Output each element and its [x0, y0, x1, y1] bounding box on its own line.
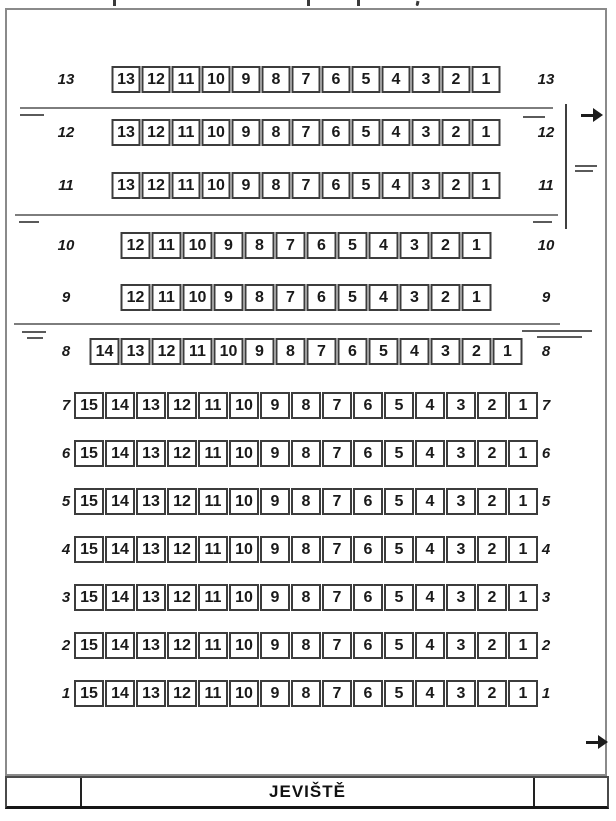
- seat[interactable]: 14: [105, 536, 135, 563]
- seat[interactable]: 2: [477, 536, 507, 563]
- seat[interactable]: 5: [338, 284, 368, 311]
- row-label-left: 3: [61, 589, 71, 606]
- steps-mark: [575, 165, 597, 167]
- steps-mark: [522, 330, 592, 332]
- seat[interactable]: 4: [369, 284, 399, 311]
- seat[interactable]: 1: [462, 232, 492, 259]
- seat[interactable]: 1: [508, 488, 538, 515]
- seat[interactable]: 15: [74, 584, 104, 611]
- seat[interactable]: 11: [172, 66, 201, 93]
- seat[interactable]: 9: [260, 440, 290, 467]
- arrow-head: [598, 735, 608, 749]
- seat[interactable]: 6: [353, 536, 383, 563]
- seat[interactable]: 2: [442, 119, 471, 146]
- seat[interactable]: 11: [198, 440, 228, 467]
- seat[interactable]: 2: [431, 284, 461, 311]
- seat[interactable]: 3: [446, 440, 476, 467]
- seat[interactable]: 5: [384, 392, 414, 419]
- seat[interactable]: 3: [431, 338, 461, 365]
- seat[interactable]: 9: [214, 232, 244, 259]
- seat[interactable]: 3: [446, 680, 476, 707]
- cropped-text-fragment: [357, 0, 360, 6]
- steps-mark: [537, 336, 582, 338]
- stage-left-cell: [7, 778, 82, 806]
- seat[interactable]: 10: [229, 536, 259, 563]
- seat[interactable]: 8: [291, 680, 321, 707]
- row-label-right: 9: [541, 289, 551, 306]
- seat[interactable]: 9: [260, 392, 290, 419]
- seat[interactable]: 9: [260, 632, 290, 659]
- row-label-left: 1: [61, 685, 71, 702]
- seat[interactable]: 1: [472, 66, 501, 93]
- seat[interactable]: 5: [384, 680, 414, 707]
- seat[interactable]: 12: [167, 632, 197, 659]
- entrance-arrow-icon: [585, 735, 608, 749]
- seat[interactable]: 10: [202, 66, 231, 93]
- seat-row: [5, 66, 607, 93]
- seat[interactable]: 13: [136, 536, 166, 563]
- seat[interactable]: 1: [508, 440, 538, 467]
- seat[interactable]: 5: [384, 488, 414, 515]
- seat[interactable]: 8: [291, 632, 321, 659]
- row-label-right: 3: [541, 589, 551, 606]
- seat[interactable]: 10: [202, 172, 231, 199]
- stage-right-cell: [533, 778, 607, 806]
- seat[interactable]: 1: [472, 172, 501, 199]
- row-label-right: 12: [537, 124, 555, 141]
- seat[interactable]: 6: [307, 232, 337, 259]
- seat[interactable]: 1: [508, 392, 538, 419]
- seat[interactable]: 3: [446, 584, 476, 611]
- seat[interactable]: 7: [322, 584, 352, 611]
- seat[interactable]: 11: [198, 680, 228, 707]
- seat-row: [5, 536, 607, 563]
- row-label-right: 8: [541, 343, 551, 360]
- steps-mark: [523, 116, 545, 118]
- seat[interactable]: 8: [276, 338, 306, 365]
- seat[interactable]: 15: [74, 632, 104, 659]
- seat[interactable]: 2: [477, 392, 507, 419]
- seat[interactable]: 9: [214, 284, 244, 311]
- seat[interactable]: 7: [322, 680, 352, 707]
- seat[interactable]: 1: [472, 119, 501, 146]
- seat[interactable]: 8: [245, 284, 275, 311]
- seat[interactable]: 13: [136, 392, 166, 419]
- seat[interactable]: 4: [415, 632, 445, 659]
- seat-group: [74, 536, 538, 563]
- seat-group: [121, 232, 492, 259]
- seat[interactable]: 8: [291, 488, 321, 515]
- seat[interactable]: 2: [477, 680, 507, 707]
- seat[interactable]: 7: [322, 632, 352, 659]
- seat-row: [5, 584, 607, 611]
- seat[interactable]: 4: [415, 584, 445, 611]
- seat[interactable]: 6: [353, 680, 383, 707]
- seat[interactable]: 7: [292, 119, 321, 146]
- seat[interactable]: 11: [172, 172, 201, 199]
- row-label-left: 9: [61, 289, 71, 306]
- seat[interactable]: 12: [142, 66, 171, 93]
- stage-bar: [5, 776, 609, 809]
- seat[interactable]: 10: [229, 632, 259, 659]
- aisle-divider: [20, 107, 553, 109]
- row-label-right: 1: [541, 685, 551, 702]
- seat[interactable]: 5: [384, 632, 414, 659]
- seat[interactable]: 12: [167, 680, 197, 707]
- seat[interactable]: 3: [446, 392, 476, 419]
- row-label-right: 7: [541, 397, 551, 414]
- seat[interactable]: 6: [322, 119, 351, 146]
- row-label-left: 8: [61, 343, 71, 360]
- seat[interactable]: 13: [136, 584, 166, 611]
- seat[interactable]: 8: [291, 392, 321, 419]
- seat-row: [5, 172, 607, 199]
- aisle-divider: [15, 214, 558, 216]
- row-label-right: 11: [538, 177, 554, 194]
- seat-row: [5, 232, 607, 259]
- seat[interactable]: 6: [322, 66, 351, 93]
- aisle-divider: [14, 323, 560, 325]
- row-label-right: 5: [541, 493, 551, 510]
- seat[interactable]: 3: [400, 284, 430, 311]
- seat[interactable]: 9: [245, 338, 275, 365]
- seat[interactable]: 6: [353, 632, 383, 659]
- seat[interactable]: 5: [384, 536, 414, 563]
- seat-group: [74, 680, 538, 707]
- cropped-text-fragment: [113, 0, 116, 6]
- steps-mark: [27, 337, 43, 339]
- seat[interactable]: 12: [167, 536, 197, 563]
- seat[interactable]: 13: [112, 119, 141, 146]
- stage-center-cell: [82, 778, 533, 806]
- seat[interactable]: 11: [198, 632, 228, 659]
- seat[interactable]: 4: [415, 488, 445, 515]
- row-label-left: 10: [57, 237, 75, 254]
- seat[interactable]: 7: [307, 338, 337, 365]
- seat[interactable]: 2: [477, 632, 507, 659]
- seat-row: [5, 284, 607, 311]
- seat[interactable]: 7: [276, 232, 306, 259]
- seat-group: [74, 440, 538, 467]
- row-label-left: 13: [57, 71, 75, 88]
- arrow-shaft: [581, 114, 593, 117]
- seat[interactable]: 1: [462, 284, 492, 311]
- seat[interactable]: 11: [198, 584, 228, 611]
- seat[interactable]: 8: [291, 536, 321, 563]
- seat[interactable]: 9: [232, 66, 261, 93]
- seat[interactable]: 11: [183, 338, 213, 365]
- seat-row: [5, 392, 607, 419]
- seat[interactable]: 4: [415, 440, 445, 467]
- cropped-text-fragment: [416, 1, 420, 7]
- seat[interactable]: 11: [198, 488, 228, 515]
- row-label-left: 11: [58, 177, 74, 194]
- seat[interactable]: 10: [183, 232, 213, 259]
- seat[interactable]: 15: [74, 440, 104, 467]
- seat[interactable]: 6: [322, 172, 351, 199]
- seat[interactable]: 11: [172, 119, 201, 146]
- row-label-right: 2: [541, 637, 551, 654]
- seat[interactable]: 13: [112, 66, 141, 93]
- seat[interactable]: 2: [431, 232, 461, 259]
- seat[interactable]: 9: [232, 172, 261, 199]
- seat[interactable]: 9: [260, 488, 290, 515]
- seat[interactable]: 8: [291, 440, 321, 467]
- seat[interactable]: 13: [136, 488, 166, 515]
- seat[interactable]: 6: [353, 584, 383, 611]
- seat[interactable]: 12: [167, 488, 197, 515]
- seat[interactable]: 2: [462, 338, 492, 365]
- seat[interactable]: 7: [322, 536, 352, 563]
- seat[interactable]: 14: [105, 680, 135, 707]
- seat[interactable]: 3: [446, 536, 476, 563]
- seat-group: [74, 584, 538, 611]
- seat[interactable]: 13: [136, 632, 166, 659]
- seat[interactable]: 15: [74, 536, 104, 563]
- seat-row: [5, 338, 607, 365]
- seat[interactable]: 14: [105, 488, 135, 515]
- seat[interactable]: 11: [152, 232, 182, 259]
- seat[interactable]: 14: [105, 392, 135, 419]
- seat[interactable]: 3: [446, 632, 476, 659]
- row-label-left: 12: [57, 124, 75, 141]
- steps-mark: [575, 170, 593, 172]
- seat-row: [5, 119, 607, 146]
- seat[interactable]: 14: [105, 632, 135, 659]
- seat[interactable]: 11: [198, 392, 228, 419]
- steps-mark: [533, 221, 552, 223]
- seat-row: [5, 488, 607, 515]
- seat[interactable]: 12: [142, 172, 171, 199]
- seat[interactable]: 7: [292, 66, 321, 93]
- seat[interactable]: 4: [415, 392, 445, 419]
- seat[interactable]: 8: [262, 66, 291, 93]
- seat[interactable]: 14: [105, 440, 135, 467]
- seat[interactable]: 6: [353, 488, 383, 515]
- steps-mark: [22, 331, 46, 333]
- seat[interactable]: 4: [382, 172, 411, 199]
- seat[interactable]: 10: [229, 440, 259, 467]
- seat[interactable]: 12: [167, 392, 197, 419]
- seat[interactable]: 4: [369, 232, 399, 259]
- seat[interactable]: 4: [382, 66, 411, 93]
- seat[interactable]: 5: [352, 66, 381, 93]
- cropped-text-fragment: [307, 0, 310, 6]
- seat-row: [5, 632, 607, 659]
- row-label-right: 13: [537, 71, 555, 88]
- seat[interactable]: 7: [322, 488, 352, 515]
- seat[interactable]: 15: [74, 488, 104, 515]
- seat-row: [5, 680, 607, 707]
- seat[interactable]: 3: [412, 66, 441, 93]
- seat[interactable]: 3: [412, 172, 441, 199]
- row-label-right: 6: [541, 445, 551, 462]
- seat[interactable]: 3: [446, 488, 476, 515]
- seat[interactable]: 10: [229, 680, 259, 707]
- seat[interactable]: 8: [245, 232, 275, 259]
- seat[interactable]: 5: [369, 338, 399, 365]
- seat[interactable]: 3: [400, 232, 430, 259]
- seat[interactable]: 5: [384, 584, 414, 611]
- seat[interactable]: 2: [442, 172, 471, 199]
- seat[interactable]: 7: [322, 392, 352, 419]
- seat[interactable]: 6: [353, 440, 383, 467]
- seat-group: [74, 632, 538, 659]
- seat-row: [5, 440, 607, 467]
- seat[interactable]: 12: [167, 440, 197, 467]
- seat[interactable]: 11: [152, 284, 182, 311]
- seat[interactable]: 12: [121, 284, 151, 311]
- seat[interactable]: 15: [74, 392, 104, 419]
- seat[interactable]: 13: [136, 680, 166, 707]
- seat[interactable]: 9: [260, 536, 290, 563]
- entrance-wall-line: [565, 104, 567, 229]
- seat[interactable]: 14: [105, 584, 135, 611]
- seat[interactable]: 12: [152, 338, 182, 365]
- row-label-left: 2: [61, 637, 71, 654]
- seat-group: [112, 119, 501, 146]
- seat[interactable]: 10: [229, 392, 259, 419]
- seat[interactable]: 8: [291, 584, 321, 611]
- row-label-left: 4: [61, 541, 71, 558]
- seat[interactable]: 5: [338, 232, 368, 259]
- seat[interactable]: 14: [90, 338, 120, 365]
- steps-mark: [20, 114, 44, 116]
- row-label-right: 4: [541, 541, 551, 558]
- seat-group: [74, 488, 538, 515]
- seat[interactable]: 13: [112, 172, 141, 199]
- seat[interactable]: 1: [508, 584, 538, 611]
- seat[interactable]: 6: [338, 338, 368, 365]
- seat[interactable]: 12: [121, 232, 151, 259]
- seat[interactable]: 1: [508, 536, 538, 563]
- arrow-shaft: [586, 741, 598, 744]
- seat[interactable]: 9: [260, 680, 290, 707]
- seat[interactable]: 10: [214, 338, 244, 365]
- seat[interactable]: 1: [508, 680, 538, 707]
- seat[interactable]: 12: [142, 119, 171, 146]
- seat[interactable]: 13: [136, 440, 166, 467]
- seat[interactable]: 2: [477, 440, 507, 467]
- row-label-right: 10: [537, 237, 555, 254]
- seat[interactable]: 10: [229, 488, 259, 515]
- seat[interactable]: 9: [232, 119, 261, 146]
- seat[interactable]: 2: [477, 584, 507, 611]
- seat[interactable]: 8: [262, 119, 291, 146]
- seat[interactable]: 1: [508, 632, 538, 659]
- seat[interactable]: 1: [493, 338, 523, 365]
- seat-group: [112, 172, 501, 199]
- row-label-left: 5: [61, 493, 71, 510]
- seat[interactable]: 11: [198, 536, 228, 563]
- row-label-left: 7: [61, 397, 71, 414]
- seat-group: [112, 66, 501, 93]
- seat[interactable]: 10: [202, 119, 231, 146]
- seat[interactable]: 8: [262, 172, 291, 199]
- seat[interactable]: 5: [352, 119, 381, 146]
- seat[interactable]: 13: [121, 338, 151, 365]
- seat-group: [121, 284, 492, 311]
- entrance-arrow-icon: [580, 108, 603, 122]
- seat[interactable]: 6: [353, 392, 383, 419]
- seat[interactable]: 12: [167, 584, 197, 611]
- seat[interactable]: 2: [442, 66, 471, 93]
- seat[interactable]: 15: [74, 680, 104, 707]
- seat[interactable]: 10: [183, 284, 213, 311]
- seat-group: [74, 392, 538, 419]
- arrow-head: [593, 108, 603, 122]
- seat[interactable]: 2: [477, 488, 507, 515]
- seat[interactable]: 10: [229, 584, 259, 611]
- seat[interactable]: 4: [415, 536, 445, 563]
- seat[interactable]: 4: [415, 680, 445, 707]
- seat[interactable]: 5: [384, 440, 414, 467]
- stage-label: JEVIŠTĚ: [269, 782, 346, 801]
- seat[interactable]: 4: [382, 119, 411, 146]
- row-label-left: 6: [61, 445, 71, 462]
- seat[interactable]: 5: [352, 172, 381, 199]
- seat[interactable]: 9: [260, 584, 290, 611]
- seat[interactable]: 7: [292, 172, 321, 199]
- seat[interactable]: 7: [276, 284, 306, 311]
- seat[interactable]: 4: [400, 338, 430, 365]
- seat[interactable]: 7: [322, 440, 352, 467]
- seat[interactable]: 6: [307, 284, 337, 311]
- seat[interactable]: 3: [412, 119, 441, 146]
- steps-mark: [19, 221, 39, 223]
- seat-group: [90, 338, 523, 365]
